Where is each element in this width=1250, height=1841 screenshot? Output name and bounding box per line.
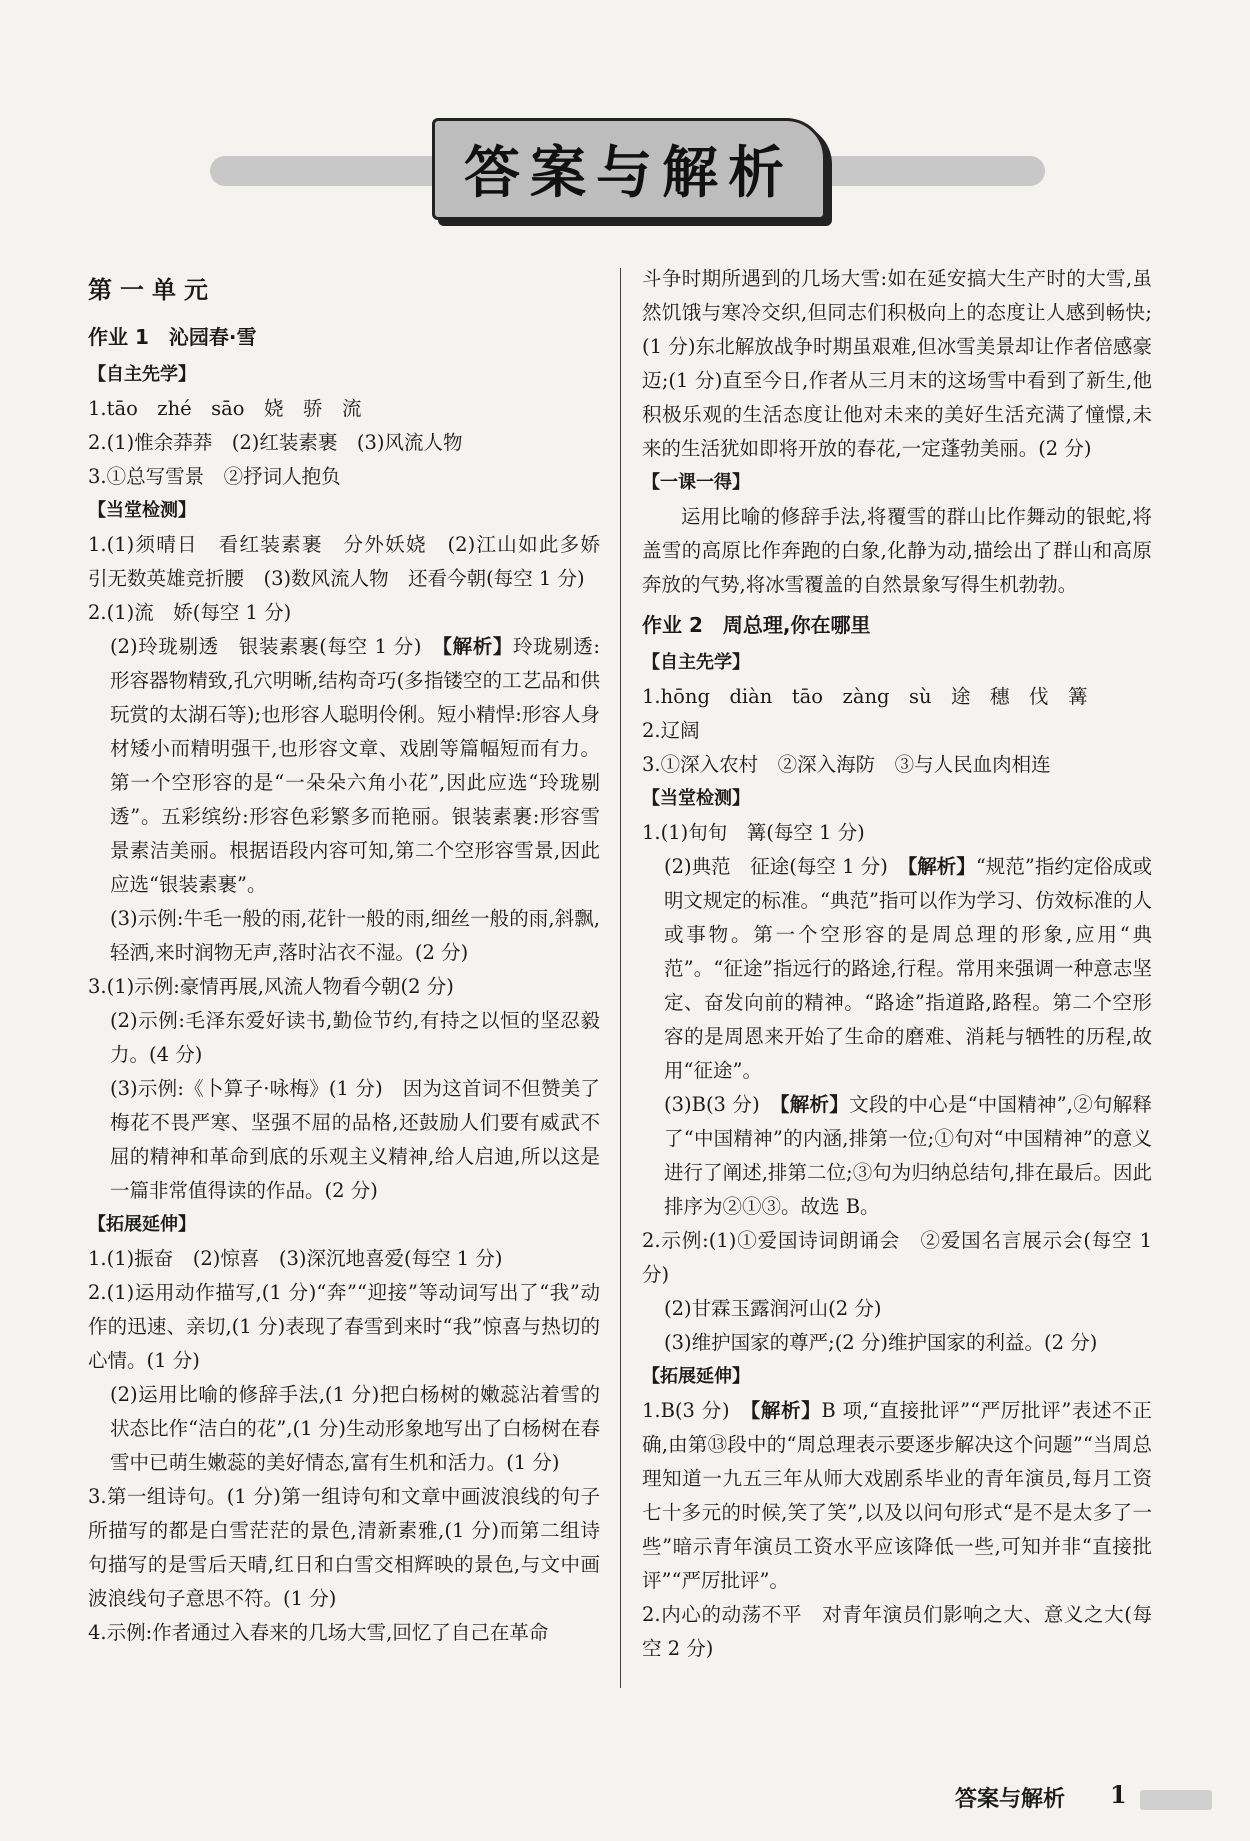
title-banner (432, 118, 826, 220)
section-heading: 【当堂检测】 (88, 500, 196, 521)
right-column (642, 262, 1152, 1666)
answer-line: 2.(1)流 娇(每空 1 分) (88, 601, 292, 624)
analysis-label: 【解析】 (779, 1093, 850, 1116)
banner-bar-left (210, 156, 450, 186)
answer-text: (2)典范 征途(每空 1 分) (664, 855, 908, 878)
answer-paragraph (642, 850, 1152, 1088)
answer-text: (2)玲珑剔透 银装素裹(每空 1 分) (110, 635, 443, 658)
answer-text: (3)B(3 分) (664, 1093, 780, 1116)
analysis-label: 【解析】 (750, 1399, 822, 1422)
answer-paragraph (642, 1394, 1152, 1598)
analysis-text: 玲珑剔透:形容器物精致,孔穴明晰,结构奇巧(多指镂空的工艺品和供玩赏的太湖石等);也形容人聪明伶俐。短小精悍:形容人身材矮小而精明强干,也形容文章、戏剧等篇幅短而有力。第一个空形容的是“一朵朵六角小花”,因此应选“玲珑剔透”。五彩缤纷:形容色彩繁多而艳丽。银装素裹:形容雪景素洁美丽。根据语段内容可知,第二个空形容雪景,因此应选“银装素裹”。 (110, 635, 600, 896)
answer-text: 1.B(3 分) (642, 1399, 751, 1422)
answer-line: (2)运用比喻的修辞手法,(1 分)把白杨树的嫩蕊沾着雪的状态比作“洁白的花”,(1 分)生动形象地写出了白杨树在春雪中已萌生嫩蕊的美好情态,富有生机和活力。(1 分) (110, 1383, 600, 1474)
analysis-label: 【解析】 (442, 635, 513, 658)
answer-line: 2.示例:(1)①爱国诗词朗诵会 ②爱国名言展示会(每空 1 分) (642, 1229, 1152, 1286)
answer-line: 3.(1)示例:豪情再展,风流人物看今朝(2 分) (88, 975, 454, 998)
answer-line: 3.①总写雪景 ②抒词人抱负 (88, 465, 341, 488)
answer-line: (2)甘霖玉露润河山(2 分) (664, 1297, 882, 1320)
footer-decoration (1140, 1790, 1212, 1810)
answer-line: 4.示例:作者通过入春来的几场大雪,回忆了自己在革命 (88, 1621, 549, 1644)
answer-line: (3)维护国家的尊严;(2 分)维护国家的利益。(2 分) (664, 1331, 1098, 1354)
answer-line: 2.(1)运用动作描写,(1 分)“奔”“迎接”等动词写出了“我”动作的迅速、亲切,(1 分)表现了春雪到来时“我”惊喜与热切的心情。(1 分) (88, 1281, 600, 1372)
answer-line: 1.(1)须晴日 看红装素裹 分外妖娆 (2)江山如此多娇 引无数英雄竞折腰 (3)数风流人物 还看今朝(每空 1 分) (88, 533, 620, 590)
answer-line: 3.①深入农村 ②深入海防 ③与人民血肉相连 (642, 753, 1051, 776)
answer-line: 2.辽阔 (642, 719, 700, 742)
page-number: 1 (1110, 1780, 1127, 1809)
section-heading: 【拓展延伸】 (88, 1214, 196, 1235)
banner-bar-right (805, 156, 1045, 186)
column-divider (620, 268, 621, 1688)
answer-line: 1.(1)旬旬 篝(每空 1 分) (642, 821, 865, 844)
analysis-text: B 项,“直接批评”“严厉批评”表述不正确,由第⑬段中的“周总理表示要逐步解决这个问题”“当周总理知道一九五三年从师大戏剧系毕业的青年演员,每月工资七十多元的时候,笑了笑”,以及以问句形式“是不是太多了一些”暗示青年演员工资水平应该降低一些,可知并非“直接批评”“严厉批评”。 (642, 1399, 1152, 1592)
footer-label: 答案与解析 (955, 1787, 1066, 1812)
answer-line: (3)示例:《卜算子·咏梅》(1 分) 因为这首词不但赞美了梅花不畏严寒、坚强不屈的品格,还鼓励人们要有威武不屈的精神和革命到底的乐观主义精神,给人启迪,所以这是一篇非常值得读的作品。(2 分) (110, 1077, 600, 1202)
homework-2-title: 作业 2 周总理,你在哪里 (642, 613, 871, 637)
analysis-text: 文段的中心是“中国精神”,②句解释了“中国精神”的内涵,排第一位;①句对“中国精神”的意义进行了阐述,排第二位;③句为归纳总结句,排在最后。因此排序为②①③。故选 B。 (664, 1093, 1152, 1218)
section-heading: 【拓展延伸】 (642, 1366, 750, 1387)
left-column (88, 270, 620, 1650)
summary-paragraph: 运用比喻的修辞手法,将覆雪的群山比作舞动的银蛇,将盖雪的高原比作奔跑的白象,化静为动,描绘出了群山和高原奔放的气势,将冰雪覆盖的自然景象写得生机勃勃。 (642, 505, 1152, 596)
answer-line: 2.内心的动荡不平 对青年演员们影响之大、意义之大(每空 2 分) (642, 1603, 1152, 1660)
answer-paragraph: 斗争时期所遇到的几场大雪:如在延安搞大生产时的大雪,虽然饥饿与寒冷交织,但同志们积极向上的态度让人感到畅快;(1 分)东北解放战争时期虽艰难,但冰雪美景却让作者倍感豪迈;(1 分)直至今日,作者从三月末的这场雪中看到了新生,他积极乐观的生活态度让他对未来的美好生活充满了憧憬,未来的生活犹如即将开放的春花,一定蓬勃美丽。(2 分) (642, 267, 1152, 460)
unit-title: 第一单元 (88, 276, 216, 304)
section-heading: 【自主先学】 (642, 652, 750, 673)
answer-line: (3)示例:牛毛一般的雨,花针一般的雨,细丝一般的雨,斜飘,轻洒,来时润物无声,落时沾衣不湿。(2 分) (110, 907, 600, 964)
analysis-text: “规范”指约定俗成或明文规定的标准。“典范”指可以作为学习、仿效标准的人或事物。第一个空形容的是周总理的形象,应用“典范”。“征途”指远行的路途,行程。常用来强调一种意志坚定、奋发向前的精神。“路途”指道路,路程。第二个空形容的是周恩来开始了生命的磨难、消耗与牺牲的历程,故用“征途”。 (664, 855, 1152, 1082)
answer-line: (2)示例:毛泽东爱好读书,勤俭节约,有持之以恒的坚忍毅力。(4 分) (110, 1009, 600, 1066)
section-heading: 【一课一得】 (642, 472, 750, 493)
answer-paragraph (88, 630, 600, 902)
page-title: 答案与解析 (464, 141, 794, 206)
answer-line: 1.hōng diàn tāo zàng sù 途 穗 伐 篝 (642, 685, 1088, 708)
section-heading: 【自主先学】 (88, 364, 196, 385)
homework-1-title: 作业 1 沁园春·雪 (88, 325, 257, 349)
analysis-label: 【解析】 (907, 855, 976, 878)
answer-line: 1.(1)振奋 (2)惊喜 (3)深沉地喜爱(每空 1 分) (88, 1247, 503, 1270)
section-heading: 【当堂检测】 (642, 788, 750, 809)
answer-line: 2.(1)惟余莽莽 (2)红装素裹 (3)风流人物 (88, 431, 463, 454)
answer-line: 3.第一组诗句。(1 分)第一组诗句和文章中画波浪线的句子所描写的都是白雪茫茫的景色,清新素雅,(1 分)而第二组诗句描写的是雪后天晴,红日和白雪交相辉映的景色,与文中画波浪线句子意思不符。(1 分) (88, 1485, 600, 1610)
answer-line: 1.tāo zhé sāo 娆 骄 流 (88, 397, 362, 420)
answer-paragraph (642, 1088, 1152, 1224)
